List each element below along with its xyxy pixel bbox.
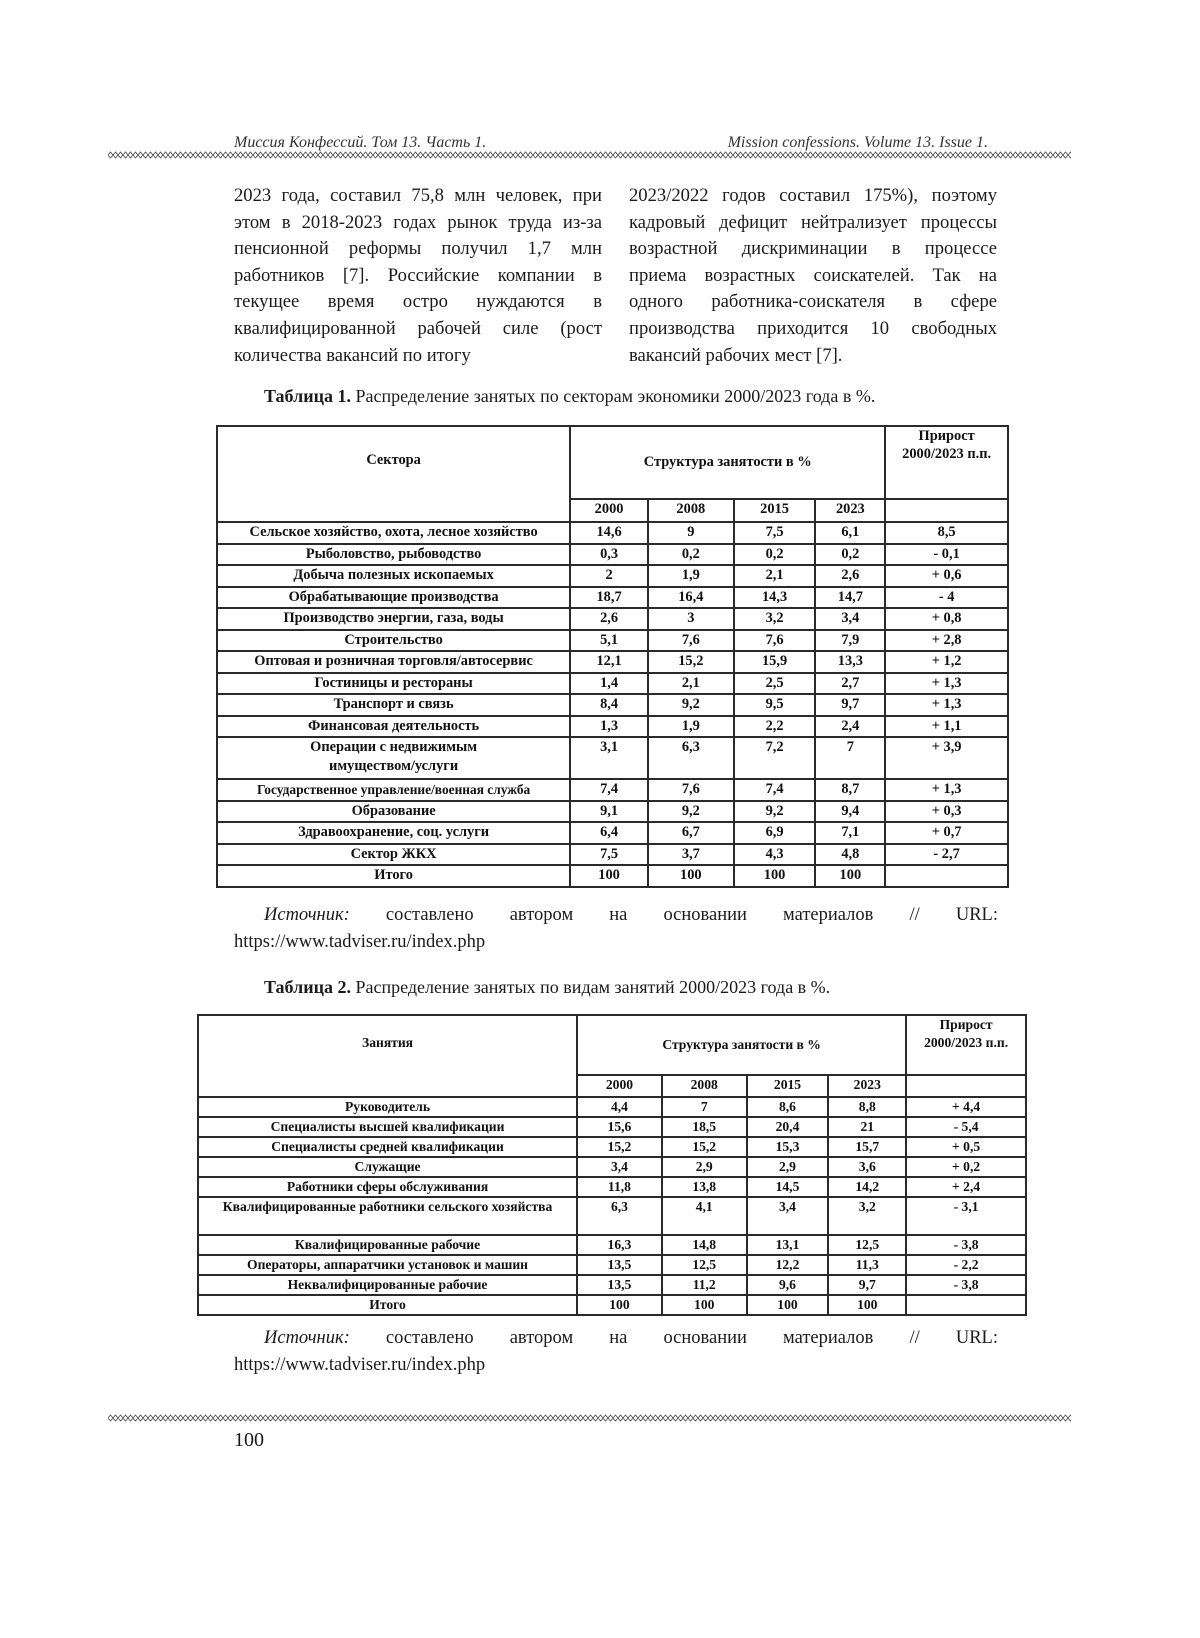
cell: + 0,3: [885, 801, 1008, 823]
body-text-right-column: 2023/2022 годов составил 175%), поэтому кадровый дефицит нейтрализует процессы возрастной дискриминации в процессе приема возрастных соискателей. Так на одного работника-соискателя в сфере производства приходится 10 свободных вакансий рабочих мест [7].: [629, 183, 997, 369]
cell: 7,6: [648, 779, 734, 801]
cell: 7,6: [648, 630, 734, 652]
cell: 7,2: [734, 737, 816, 779]
cell: 3,4: [577, 1157, 662, 1177]
table1-header-structure: Структура занятости в %: [570, 426, 885, 499]
table-row: [198, 1097, 1026, 1117]
table-row: [217, 587, 1008, 609]
row-label: Операторы, аппаратчики установок и машин: [198, 1255, 577, 1275]
table-row: [198, 1255, 1026, 1275]
cell: 15,7: [828, 1137, 906, 1157]
table2-year: 2008: [662, 1075, 747, 1097]
row-label: Строительство: [217, 630, 570, 652]
cell: 3,6: [828, 1157, 906, 1177]
cell: 7: [662, 1097, 747, 1117]
cell: 14,2: [828, 1177, 906, 1197]
table-row: [198, 1235, 1026, 1255]
cell: 15,9: [734, 651, 816, 673]
cell: 9,2: [648, 694, 734, 716]
cell: - 2,7: [885, 844, 1008, 866]
cell: 15,2: [577, 1137, 662, 1157]
cell: 3,2: [734, 608, 816, 630]
cell: 13,8: [662, 1177, 747, 1197]
row-label: Неквалифицированные рабочие: [198, 1275, 577, 1295]
cell: 100: [815, 865, 885, 887]
cell: 2,2: [734, 716, 816, 738]
cell: + 1,1: [885, 716, 1008, 738]
cell: 14,8: [662, 1235, 747, 1255]
row-label: Транспорт и связь: [217, 694, 570, 716]
footer-ornament-rule: [108, 1413, 1071, 1423]
cell: 0,3: [570, 544, 648, 566]
table1-caption-label: Таблица 1.: [264, 386, 351, 406]
cell: 3,7: [648, 844, 734, 866]
cell: 15,2: [648, 651, 734, 673]
cell: 4,1: [662, 1197, 747, 1235]
cell: + 4,4: [906, 1097, 1026, 1117]
cell: 20,4: [747, 1117, 829, 1137]
row-label: Обрабатывающие производства: [217, 587, 570, 609]
cell: 9,6: [747, 1275, 829, 1295]
table-row: [217, 822, 1008, 844]
table-row: [217, 844, 1008, 866]
table1-year: 2023: [815, 499, 885, 522]
table2-header-occupation: Занятия: [198, 1015, 577, 1097]
cell: 13,1: [747, 1235, 829, 1255]
cell: 7,6: [734, 630, 816, 652]
table1-caption-text: Распределение занятых по секторам экономики 2000/2023 года в %.: [351, 386, 875, 406]
cell: 21: [828, 1117, 906, 1137]
cell: + 1,3: [885, 779, 1008, 801]
row-label: Специалисты высшей квалификации: [198, 1117, 577, 1137]
cell: 9: [648, 522, 734, 544]
table-row: [217, 630, 1008, 652]
cell: - 2,2: [906, 1255, 1026, 1275]
table1-source-text: составлено автором на основании материалов // URL: https://www.tadviser.ru/index.php: [234, 905, 998, 952]
row-label: Добыча полезных ископаемых: [217, 565, 570, 587]
running-header-right: Mission confessions. Volume 13. Issue 1.: [728, 134, 988, 152]
cell: 12,5: [662, 1255, 747, 1275]
cell: [885, 865, 1008, 887]
row-label: Гостиницы и рестораны: [217, 673, 570, 695]
cell: 13,5: [577, 1255, 662, 1275]
cell: 3,4: [815, 608, 885, 630]
cell: 100: [828, 1295, 906, 1315]
cell: + 0,5: [906, 1137, 1026, 1157]
row-label: Сельское хозяйство, охота, лесное хозяйство: [217, 522, 570, 544]
row-label: Квалифицированные работники сельского хозяйства: [198, 1197, 577, 1235]
cell: + 0,6: [885, 565, 1008, 587]
table1-caption: [264, 386, 875, 407]
row-label: Служащие: [198, 1157, 577, 1177]
cell: 7,4: [734, 779, 816, 801]
cell: + 0,7: [885, 822, 1008, 844]
cell: 0,2: [648, 544, 734, 566]
table-row: [198, 1177, 1026, 1197]
row-label: Операции с недвижимым имуществом/услуги: [217, 737, 570, 779]
cell: 2: [570, 565, 648, 587]
cell: 2,7: [815, 673, 885, 695]
table-row: [198, 1157, 1026, 1177]
row-label: Итого: [198, 1295, 577, 1315]
cell: + 2,8: [885, 630, 1008, 652]
cell: 7,4: [570, 779, 648, 801]
cell: 2,9: [747, 1157, 829, 1177]
table2-year: 2023: [828, 1075, 906, 1097]
cell: 6,3: [577, 1197, 662, 1235]
cell: 7: [815, 737, 885, 779]
cell: + 1,3: [885, 673, 1008, 695]
cell: 9,1: [570, 801, 648, 823]
cell: 14,7: [815, 587, 885, 609]
table2-source-label: Источник:: [264, 1328, 350, 1348]
table-row: [217, 544, 1008, 566]
cell: 16,3: [577, 1235, 662, 1255]
table-row: [217, 694, 1008, 716]
cell: 8,7: [815, 779, 885, 801]
table1-sectors: [216, 425, 1009, 888]
table-row: [198, 1137, 1026, 1157]
cell: 9,4: [815, 801, 885, 823]
row-label: Государственное управление/военная служба: [217, 779, 570, 801]
cell: 3: [648, 608, 734, 630]
table2-occupations: [197, 1014, 1027, 1316]
table-row: [217, 673, 1008, 695]
table-row: [217, 737, 1008, 779]
row-label: Оптовая и розничная торговля/автосервис: [217, 651, 570, 673]
cell: 11,2: [662, 1275, 747, 1295]
cell: [906, 1295, 1026, 1315]
table1-header-growth: Прирост 2000/2023 п.п.: [885, 426, 1008, 499]
cell: 12,5: [828, 1235, 906, 1255]
table2-caption-label: Таблица 2.: [264, 977, 351, 997]
cell: - 5,4: [906, 1117, 1026, 1137]
row-label: Работники сферы обслуживания: [198, 1177, 577, 1197]
cell: 9,2: [648, 801, 734, 823]
cell: 12,1: [570, 651, 648, 673]
cell: 14,5: [747, 1177, 829, 1197]
cell: 3,2: [828, 1197, 906, 1235]
row-label: Итого: [217, 865, 570, 887]
table-row-total: [198, 1295, 1026, 1315]
cell: 7,5: [734, 522, 816, 544]
cell: - 3,8: [906, 1235, 1026, 1255]
table1-year: 2000: [570, 499, 648, 522]
cell: 1,9: [648, 716, 734, 738]
row-label: Сектор ЖКХ: [217, 844, 570, 866]
cell: + 1,3: [885, 694, 1008, 716]
table-row: [217, 801, 1008, 823]
cell: - 0,1: [885, 544, 1008, 566]
table2-year: 2015: [747, 1075, 829, 1097]
cell: 16,4: [648, 587, 734, 609]
cell: 2,4: [815, 716, 885, 738]
cell: 100: [734, 865, 816, 887]
cell: 14,3: [734, 587, 816, 609]
cell: - 3,1: [906, 1197, 1026, 1235]
row-label: Специалисты средней квалификации: [198, 1137, 577, 1157]
cell: 100: [570, 865, 648, 887]
cell: 100: [648, 865, 734, 887]
cell: 9,2: [734, 801, 816, 823]
table-row: [217, 716, 1008, 738]
cell: 5,1: [570, 630, 648, 652]
cell: 7,1: [815, 822, 885, 844]
cell: - 4: [885, 587, 1008, 609]
cell: 18,5: [662, 1117, 747, 1137]
cell: 13,3: [815, 651, 885, 673]
row-label: Квалифицированные рабочие: [198, 1235, 577, 1255]
cell: 15,2: [662, 1137, 747, 1157]
table-row: [198, 1197, 1026, 1235]
cell: 15,3: [747, 1137, 829, 1157]
cell: 9,5: [734, 694, 816, 716]
cell: 0,2: [734, 544, 816, 566]
cell: + 3,9: [885, 737, 1008, 779]
cell: 15,6: [577, 1117, 662, 1137]
cell: 2,1: [734, 565, 816, 587]
row-label: Образование: [217, 801, 570, 823]
table2-source-text: составлено автором на основании материалов // URL: https://www.tadviser.ru/index.php: [234, 1328, 998, 1375]
table2-year: 2000: [577, 1075, 662, 1097]
table2-header-structure: Структура занятости в %: [577, 1015, 906, 1075]
cell: 18,7: [570, 587, 648, 609]
cell: + 0,8: [885, 608, 1008, 630]
cell: 1,3: [570, 716, 648, 738]
table1-header-sector: Сектора: [217, 426, 570, 522]
row-label: Руководитель: [198, 1097, 577, 1117]
cell: 6,1: [815, 522, 885, 544]
cell: 4,3: [734, 844, 816, 866]
page-number: 100: [234, 1429, 264, 1452]
cell: - 3,8: [906, 1275, 1026, 1295]
cell: 2,1: [648, 673, 734, 695]
cell: 8,5: [885, 522, 1008, 544]
cell: 3,4: [747, 1197, 829, 1235]
table2-year-empty: [906, 1075, 1026, 1097]
cell: 11,3: [828, 1255, 906, 1275]
table2-caption: [264, 977, 830, 998]
cell: 6,9: [734, 822, 816, 844]
table-row: [217, 651, 1008, 673]
table-row-total: [217, 865, 1008, 887]
body-text-left-column: 2023 года, составил 75,8 млн человек, при этом в 2018-2023 годах рынок труда из-за пенсионной реформы получил 1,7 млн работников [7]. Российские компании в текущее время остро нуждаются в квалифицированной рабочей силе (рост количества вакансий по итогу: [234, 183, 602, 369]
table2-header-growth: Прирост 2000/2023 п.п.: [906, 1015, 1026, 1075]
table1-source: [234, 902, 998, 956]
cell: 6,3: [648, 737, 734, 779]
row-label: Производство энергии, газа, воды: [217, 608, 570, 630]
cell: 11,8: [577, 1177, 662, 1197]
cell: 4,4: [577, 1097, 662, 1117]
table-row: [217, 522, 1008, 544]
table-row: [217, 779, 1008, 801]
cell: + 1,2: [885, 651, 1008, 673]
row-label: Финансовая деятельность: [217, 716, 570, 738]
running-header-left: Миссия Конфессий. Том 13. Часть 1.: [234, 134, 486, 152]
cell: 6,7: [648, 822, 734, 844]
cell: 4,8: [815, 844, 885, 866]
cell: 3,1: [570, 737, 648, 779]
cell: 2,9: [662, 1157, 747, 1177]
cell: 14,6: [570, 522, 648, 544]
table2-caption-text: Распределение занятых по видам занятий 2000/2023 года в %.: [351, 977, 830, 997]
cell: + 0,2: [906, 1157, 1026, 1177]
cell: 6,4: [570, 822, 648, 844]
table-row: [217, 608, 1008, 630]
cell: 9,7: [828, 1275, 906, 1295]
cell: 9,7: [815, 694, 885, 716]
cell: 100: [577, 1295, 662, 1315]
table1-year: 2008: [648, 499, 734, 522]
table-row: [198, 1275, 1026, 1295]
cell: 1,4: [570, 673, 648, 695]
cell: 1,9: [648, 565, 734, 587]
table-row: [217, 565, 1008, 587]
cell: 2,6: [815, 565, 885, 587]
header-ornament-rule: [108, 150, 1071, 160]
table-row: [198, 1117, 1026, 1137]
cell: 7,5: [570, 844, 648, 866]
cell: 13,5: [577, 1275, 662, 1295]
table1-year-empty: [885, 499, 1008, 522]
cell: 8,6: [747, 1097, 829, 1117]
table1-year: 2015: [734, 499, 816, 522]
cell: 100: [662, 1295, 747, 1315]
cell: + 2,4: [906, 1177, 1026, 1197]
cell: 0,2: [815, 544, 885, 566]
cell: 8,8: [828, 1097, 906, 1117]
table1-source-label: Источник:: [264, 905, 350, 925]
row-label: Рыболовство, рыбоводство: [217, 544, 570, 566]
cell: 100: [747, 1295, 829, 1315]
cell: 8,4: [570, 694, 648, 716]
table2-source: [234, 1325, 998, 1379]
cell: 12,2: [747, 1255, 829, 1275]
cell: 7,9: [815, 630, 885, 652]
cell: 2,5: [734, 673, 816, 695]
row-label: Здравоохранение, соц. услуги: [217, 822, 570, 844]
cell: 2,6: [570, 608, 648, 630]
